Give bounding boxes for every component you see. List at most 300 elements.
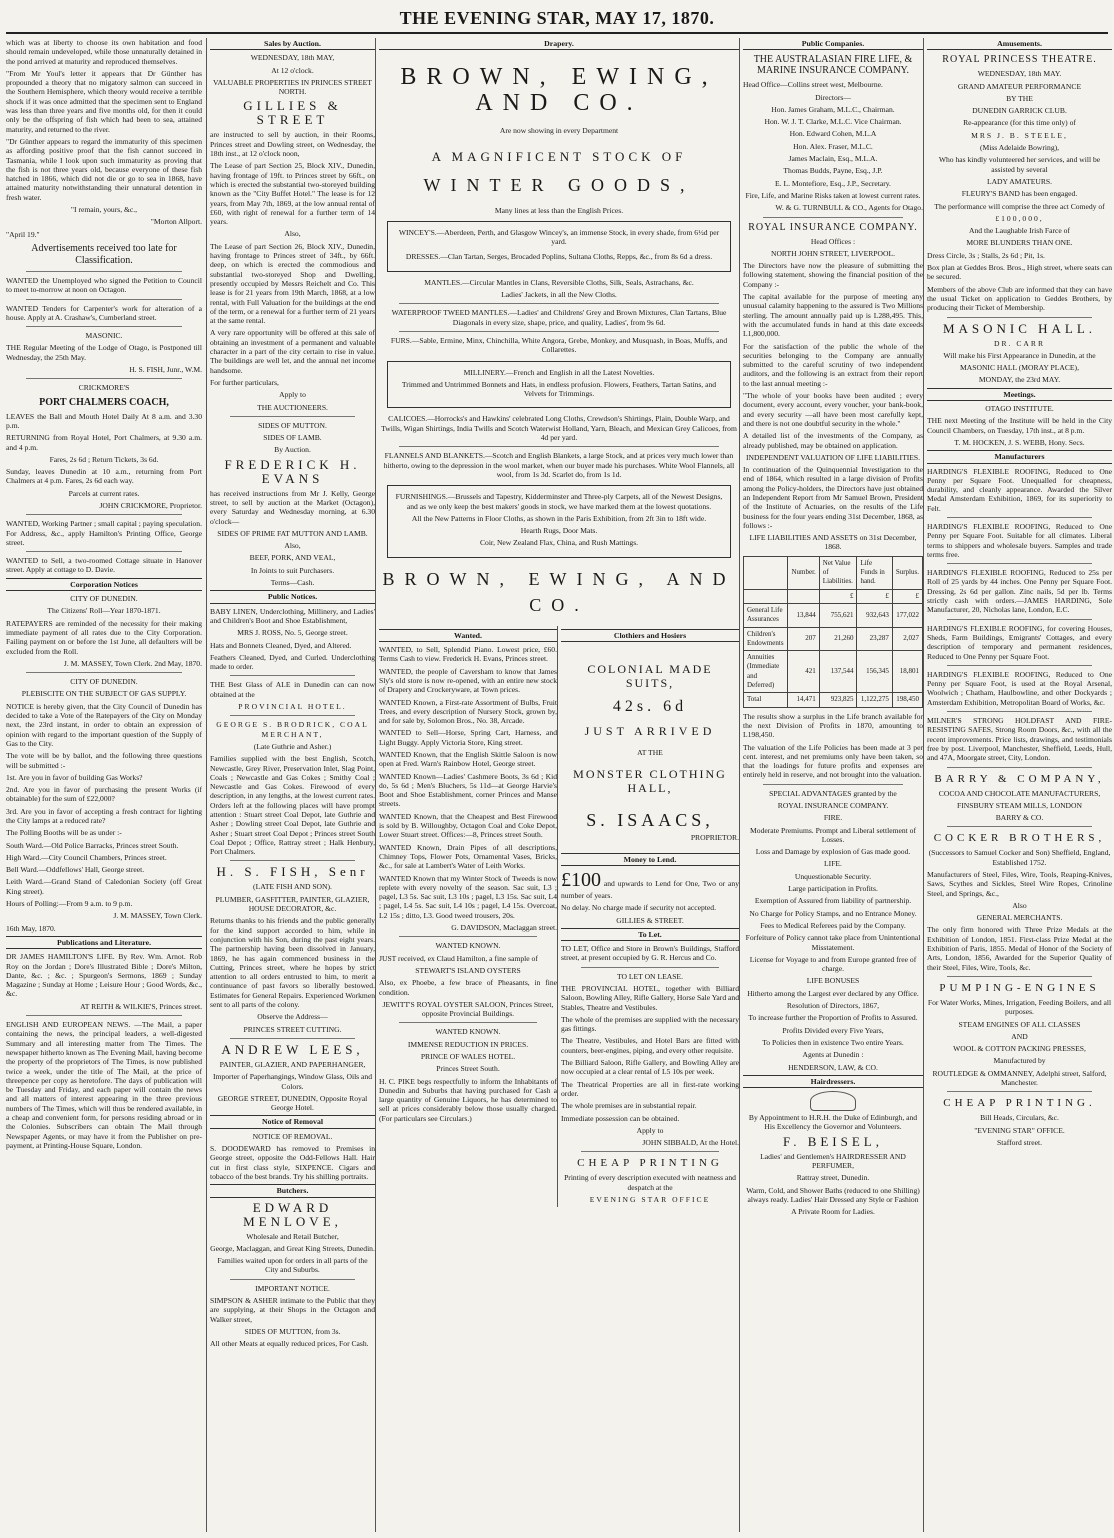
table-cell: 14,471 xyxy=(788,693,819,707)
prince-hotel: PRINCE OF WALES HOTEL. xyxy=(420,1052,516,1061)
pub-ad: DR JAMES HAMILTON'S LIFE. By Rev. Wm. Arnot. Rob Roy on the Jordan ; Dore's Illustrated Bible ; Dore's Milton, Dante, &c. ; &c. ; Spurgeon's Sermons, 1869 ; Sunday Magazine ; Sunday at Home ; Leisure Hour ; Good Words, &c., &c. xyxy=(6,952,202,999)
lease-line: The whole premises are in substantial repair. xyxy=(561,1101,697,1111)
lees-addr: GEORGE STREET, DUNEDIN, Opposite Royal George Hotel. xyxy=(217,1093,368,1113)
beisel-trade: Ladies' and Gentlemen's HAIRDRESSER AND PERFUMER, xyxy=(760,1151,906,1171)
table-header: Life Funds in hand. xyxy=(857,556,892,589)
harding-ad: HARDING'S FLEXIBLE ROOFING, Reduced to 25s per Roll of 25 yards by 44 inches. One Penny per Square Foot. Dressing, 2s 6d per gallon. Zinc nails, 5d per lb. Terms strictly cash with orders.—JAMES HARDING, Sole Manufacturer, 20, Nicholas lane, London, E.C. xyxy=(927,568,1112,615)
wanted-ad: WANTED Known, that the English Skittle Saloon is now open at Fred. Warn's Rainbow Hotel, George street. xyxy=(379,749,557,769)
table-cell: 18,801 xyxy=(892,651,922,693)
section-heading: To Let. xyxy=(561,928,739,941)
table-row xyxy=(744,693,923,707)
bills: Bill Heads, Circulars, &c. xyxy=(980,1113,1059,1123)
special-title: SPECIAL ADVANTAGES granted by the xyxy=(769,788,897,798)
divider xyxy=(230,1038,355,1039)
corp-line: The Polling Booths will be as under :- xyxy=(6,828,122,838)
cocker-general: GENERAL MERCHANTS. xyxy=(976,913,1063,923)
cheap-printing: CHEAP PRINTING. xyxy=(943,1097,1096,1110)
menlove-addr: George, Maclaggan, and Great King Streets, Dunedin. xyxy=(210,1243,375,1253)
table-header-row xyxy=(744,556,923,589)
life-line: License for Voyage to and from Europe granted free of charge. xyxy=(749,954,917,974)
lease-title: TO LET ON LEASE. xyxy=(617,971,683,981)
ross-text: BABY LINEN, Underclothing, Millinery, and Ladies' and Children's Boot and Shoe Establishment, xyxy=(210,606,375,625)
section-heading: Publications and Literature. xyxy=(6,936,202,949)
money-text: and upwards to Lend for One, Two or any number of years. xyxy=(561,878,739,900)
milner-ad: MILNER'S STRONG HOLDFAST AND FIRE-RESISTING SAFES, Strong Room Doors, &c., with all the recent improvements. Price lists, drawings, and testimonials free by post. Liverpool, Manchester, Sheffield, Leeds, Hull, and 47A, Moorgate street, City, London. xyxy=(927,716,1112,763)
masonic-text: THE Regular Meeting of the Lodge of Otago, is Postponed till Wednesday, the 25th May. xyxy=(6,343,202,362)
club: DUNEDIN GARRICK CLUB. xyxy=(972,106,1067,116)
corp-line: High Ward.—City Council Chambers, Princes street. xyxy=(6,852,167,862)
barry-addr: FINSBURY STEAM MILLS, LONDON xyxy=(956,800,1083,810)
carr-date: MONDAY, the 23rd MAY. xyxy=(978,375,1061,385)
bonuses-line: To increase further the Proportion of Profits to Assured. xyxy=(748,1013,918,1023)
corp-line: The vote will be by ballot, and the following three questions will be submitted :- xyxy=(6,751,202,770)
section-heading: Money to Lend. xyxy=(561,853,739,866)
table-unit: £ xyxy=(819,589,857,603)
royal-addr: NORTH JOHN STREET, LIVERPOOL. xyxy=(770,248,896,258)
calicoes: CALICOES.—Horrocks's and Hawkins' celebrated Long Cloths, Crewdson's Shirtings, Plain, Double Warp, and Twills, Wigan Shirtings, India Twills and Scotch Waterwist Holland, Yarn, Bleach, and Mexican Grey Calicoes, from 4d per yard. xyxy=(381,414,737,443)
important-notice: IMPORTANT NOTICE. xyxy=(255,1283,330,1293)
comedy: £100,000, xyxy=(995,213,1044,223)
furs: FURS.—Sable, Ermine, Minx, Chinchilla, White Angora, Grebe, Monkey, and Musquash, in Boas, Muffs, and Collarettes. xyxy=(390,335,728,355)
showing: Are now showing in every Department xyxy=(499,126,619,136)
fish-sub: (LATE FISH AND SON). xyxy=(253,882,332,892)
corp-line: Hours of Polling:—From 9 a.m. to 9 p.m. xyxy=(6,899,133,909)
divider xyxy=(26,271,182,272)
proprietor: PROPRIETOR. xyxy=(690,833,739,843)
wanted-ad: WANTED Known, that the Cheapest and Best Firewood is sold by B. Willoughby, Octagon Coal and Coke Depot, Lower Stuart street. Offices:—8, Princes street South. xyxy=(379,811,557,840)
corp-sub: PLEBISCITE ON THE SUBJECT OF GAS SUPPLY. xyxy=(21,689,187,699)
coach-line: Fares, 2s 6d ; Return Tickets, 3s 6d. xyxy=(49,454,159,464)
routledge: ROUTLEDGE & OMMANNEY, Adelphi street, Salford, Manchester. xyxy=(932,1068,1107,1088)
lamb-title: SIDES OF LAMB. xyxy=(263,433,322,443)
menlove-trade: Wholesale and Retail Butcher, xyxy=(246,1231,339,1241)
institute-sign: T. M. HOCKEN, J. S. WEBB, Hony. Secs. xyxy=(954,437,1085,447)
column-1 xyxy=(6,38,202,1532)
waterproof: WATERPROOF TWEED MANTLES.—Ladies' and Childrens' Grey and Brown Mixtures, Clan Tartans, Blue Diagonals in every size, shape, price, and quality, Ladies', from 9s 6d. xyxy=(391,308,727,327)
royal-title: ROYAL INSURANCE COMPANY. xyxy=(748,221,918,233)
auction-para: For further particulars, xyxy=(210,377,279,387)
tolet-ad: TO LET, Office and Store in Brown's Buildings, Stafford street, at present occupied by G. R. Hercus and Co. xyxy=(561,944,739,963)
masonic-hall: MASONIC HALL. xyxy=(942,320,1097,336)
pumping: PUMPING-ENGINES xyxy=(939,981,1100,994)
aus-director: Hon. Edward Cohen, M.L.A xyxy=(789,129,877,139)
wanted-ad: WANTED Known that my Winter Stock of Tweeds is now replete with every novelty of the season. Sac suit, L3 ; pagel, L3 5s. Sac suit, L3 10s ; pagel, L3 15s. Sac suit, L4 ; pagel, L4 5s. Sac suit, L4 10s ; pagel, L4 15s. Overcoat, L2 15s ; ditto, L3. Good tweed trousers, 20s. xyxy=(379,873,557,920)
ad-wanted: WANTED to Sell, a two-roomed Cottage situate in Hanover street. Apply at cottage to D. Davie. xyxy=(6,556,202,575)
wanted-ad: WANTED, the people of Caversham to know that James Sly's old store is now re-opened, with an entire new stock of Drapery and Crockeryware, at Town prices. xyxy=(379,666,557,695)
bonuses-line: Hitherto among the Largest ever declared by any Office. xyxy=(747,988,919,998)
band: FLEURY'S BAND has been engaged. xyxy=(961,189,1078,199)
oysters-text: JUST received, ex Claud Hamilton, a fine sample of xyxy=(379,953,538,963)
divider xyxy=(26,378,182,379)
floorcloths: All the New Patterns in Floor Cloths, as shown in the Paris Exhibition, from 2ft 3in to 18ft wide. xyxy=(411,513,707,523)
evans-text: has received instructions from Mr J. Kelly, George street, to sell by auction at the Market (Octagon), every Saturday and Wednesday morning, at 6.30 o'clock— xyxy=(210,488,375,526)
divider xyxy=(26,551,182,552)
table-cell: Annuities (Immediate and Deferred) xyxy=(744,651,788,693)
divider xyxy=(947,711,1092,712)
cocker-sub: (Successors to Samuel Cocker and Son) Sheffield, England, Established 1752. xyxy=(928,848,1111,867)
corp-text: RATEPAYERS are reminded of the necessity for their making immediate payment of all rates due to the City Corporation. Failing payment on or before the 1st June, all defaulters will be excluded from the Roll. xyxy=(6,618,202,656)
coach-line: Sunday, leaves Dunedin at 10 a.m., returning from Port Chalmers at 4 p.m. Fares, 2s 6d each way. xyxy=(6,467,202,486)
wanted-ad: WANTED Known—Ladies' Cashmere Boots, 3s 6d ; Kid do, 5s 6d ; Men's Bluchers, 5s 11d—at George Harvie's Boot and Shoe Establishment, corner Princes and Manse streets. xyxy=(379,771,557,809)
furnishings: FURNISHINGS.—Brussels and Tapestry, Kidderminster and Three-ply Carpets, all of the Newest Designs, and as we only keep the best makers' goods in stock, we have marked them at the lowest quotations. xyxy=(395,492,723,511)
furnishings-box xyxy=(387,485,731,557)
divider xyxy=(26,326,182,327)
column-5 xyxy=(923,38,1112,1532)
column-3 xyxy=(375,38,739,1532)
divider xyxy=(399,303,719,304)
beisel-room: A Private Room for Ladies. xyxy=(791,1207,875,1217)
steele-sub: (Miss Adelaide Bowring), xyxy=(979,143,1060,153)
mantles: MANTLES.—Circular Mantles in Clans, Reversible Cloths, Silk, Seals, Astrachans, &c. xyxy=(424,277,694,287)
menlove-text: Families waited upon for orders in all parts of the City and Suburbs. xyxy=(217,1256,368,1275)
reappear: Re-appearance (for this time only) of xyxy=(963,118,1076,128)
monster-hall: MONSTER CLOTHING HALL, xyxy=(573,767,727,796)
table-cell: 2,027 xyxy=(892,627,922,651)
by-the: BY THE xyxy=(1006,93,1033,103)
valuation-title: INDEPENDENT VALUATION OF LIFE LIABILITIES. xyxy=(745,452,920,462)
ross-hats: Hats and Bonnets Cleaned, Dyed, and Altered. xyxy=(210,640,352,650)
corp-line: 2nd. Are you in favor of purchasing the present Works (if obtainable) for the sum of £22,000? xyxy=(6,785,202,804)
auction-firm: GILLIES & STREET xyxy=(243,98,342,128)
corp-title: CITY OF DUNEDIN. xyxy=(70,594,138,604)
table-row xyxy=(744,627,923,651)
table-unit: £ xyxy=(857,589,892,603)
winceys: WINCEY'S.—Aberdeen, Perth, and Glasgow Wincey's, an immense Stock, in every shade, from 6½d per yard. xyxy=(398,227,720,247)
table-cell: 932,643 xyxy=(857,603,892,627)
divider xyxy=(947,317,1092,318)
cocker-text: Manufacturers of Steel, Files, Wire, Tools, Reaping-Knives, Saws, Scythes and Sickles, Steel Wire Ropes, Crinoline Steel, and Springs, &c., xyxy=(927,870,1112,898)
table-cell: 755,621 xyxy=(819,603,857,627)
oysters-saloon: JEWITT'S ROYAL OYSTER SALOON, Princes Street, opposite Provincial Buildings. xyxy=(382,999,554,1019)
lease-apply: Apply to xyxy=(636,1125,664,1135)
steam: STEAM ENGINES OF ALL CLASSES xyxy=(958,1019,1081,1029)
stafford: Stafford street. xyxy=(997,1137,1042,1147)
aus-director: Hon. W. J. T. Clarke, M.L.C. Vice Chairman. xyxy=(764,117,902,127)
carr-hall: MASONIC HALL (MORAY PLACE), xyxy=(960,363,1079,373)
bonuses-head: LIFE BONUSES xyxy=(806,976,860,986)
cocker-name: COCKER BROTHERS, xyxy=(933,832,1106,845)
special-company: ROYAL INSURANCE COMPANY. xyxy=(777,801,889,810)
section-heading: Corporation Notices xyxy=(6,578,202,591)
money-amount: £100 xyxy=(561,868,601,891)
aus-risks: Fire, Life, and Marine Risks taken at lowest current rates. xyxy=(745,190,921,200)
divider xyxy=(947,563,1092,564)
wanted-sign: G. DAVIDSON, Maclaggan street. xyxy=(451,923,557,933)
mattings: Coir, New Zealand Flax, China, and Rush Mattings. xyxy=(479,538,639,548)
divider xyxy=(399,446,719,447)
agents: Agents at Dunedin : xyxy=(802,1050,864,1060)
beisel-name: F. BEISEL, xyxy=(783,1133,883,1149)
wanted-known: WANTED KNOWN. xyxy=(435,1027,501,1037)
coach-line: Parcels at current rates. xyxy=(68,488,140,498)
barry-sign: BARRY & CO. xyxy=(995,813,1044,823)
reduction: IMMENSE REDUCTION IN PRICES. xyxy=(407,1039,529,1049)
corp-line: South Ward.—Old Police Barracks, Princes street South. xyxy=(6,840,179,850)
aus-director: E. L. Montefiore, Esq., J.P., Secretary. xyxy=(775,178,891,188)
divider xyxy=(947,619,1092,620)
beisel-addr: Rattray street, Dunedin. xyxy=(796,1173,870,1183)
cheap-title: CHEAP PRINTING xyxy=(577,1157,723,1170)
royal-para: "The whole of your books have been audited ; every document, every account, every voucher, your bank-book, and every security —all have been most carefully kept, and there is not one doubtful security in the whole." xyxy=(743,391,923,428)
lees-trade: PAINTER, GLAZIER, AND PAPERHANGER, xyxy=(219,1059,366,1069)
auction-para: The Lease of part Section 26, Block XIV., Dunedin, having frontage to Princes street of 34ft., by 66ft. deep, on which is erected the commodious and substantial two-storeyed Shop and Dwelling, presently occupied by Messrs Reichelt and Co. This lease is for 21 years from 19th March, 1868, at a low rental, with Full Valuation for the buildings at the end of the term, or a renewal for a further term of 21 years at the same rental. xyxy=(210,241,375,326)
royal-offices: Head Offices : xyxy=(810,236,856,246)
table-cell: 177,022 xyxy=(892,603,922,627)
evans-name: FREDERICK H. EVANS xyxy=(224,456,361,486)
dr-carr: DR. CARR xyxy=(993,338,1046,348)
institute: OTAGO INSTITUTE. xyxy=(985,404,1054,414)
divider xyxy=(947,665,1092,666)
divider xyxy=(230,715,355,716)
prices: Many lines at less than the English Prices. xyxy=(494,205,624,215)
royal-para: The Directors have now the pleasure of submitting the following statement, showing the financial position of the Company :- xyxy=(743,261,923,289)
cheap-text: Printing of every description executed with neatness and despatch at the xyxy=(564,1173,736,1192)
divider xyxy=(230,860,355,861)
letter-para: which was at liberty to choose its own habitation and food should remain undeveloped, while those unnaturally detained in the pond arrived at maturity and reproduced themselves. xyxy=(6,38,202,66)
fish-name: H. S. FISH, Senr xyxy=(216,864,369,880)
life-line: No Charge for Policy Stamps, and no Entrance Money. xyxy=(749,908,917,918)
fish-trade: PLUMBER, GASFITTER, PAINTER, GLAZIER, HOUSE DECORATOR, &c. xyxy=(215,894,370,914)
table-cell: 156,345 xyxy=(857,651,892,693)
divider xyxy=(947,767,1092,768)
theatre-line: Box plan at Geddes Bros. Bros., High street, where seats can be secured. xyxy=(927,263,1112,282)
lease-line: The Theatre, Vestibules, and Hotel Bars are fitted with counters, beer-engines, piping, and every other requisite. xyxy=(561,1036,739,1055)
divider xyxy=(947,517,1092,518)
brodrick-name: GEORGE S. BRODRICK, COAL MERCHANT, xyxy=(216,720,369,739)
lease-line: The Billiard Saloon, Rifle Gallery, and Bowling Alley are now occupied at a clear rental of L5 10s per week. xyxy=(561,1058,739,1077)
millinery: MILLINERY.—French and English in all the Latest Novelties. xyxy=(463,367,655,377)
corp-sign: J. M. MASSEY, Town Clerk. xyxy=(113,911,202,921)
fire-text: Moderate Premiums. Prompt and Liberal settlement of Losses. xyxy=(750,825,916,844)
auction-para: Also, xyxy=(284,229,301,239)
winceys-box xyxy=(387,221,731,272)
divider xyxy=(26,1015,182,1016)
oysters-title: STEWART'S ISLAND OYSTERS xyxy=(415,965,521,975)
section-heading: Manufacturers xyxy=(927,450,1112,463)
table-cell: 923,825 xyxy=(819,693,857,707)
simpson-title: SIDES OF MUTTON, from 3s. xyxy=(244,1326,341,1336)
ale-text: THE Best Glass of ALE in Dunedin can can now obtained at the xyxy=(210,680,375,699)
evans-joints: In Joints to suit Purchasers. xyxy=(250,565,335,575)
wanted-ad: WANTED Known, a First-rate Assortment of Bulbs, Fruit Trees, and every description of Nursery Stock, grown by, and for sale by, Solomon Bros., No. 38, Arcade. xyxy=(379,697,557,726)
table-header: Net Value of Liabilities. xyxy=(819,556,857,589)
brodrick-text: Families supplied with the best English, Scotch, Newcastle, Grey River, Preservation Inlet, Slag Point, Coals ; Newcastle and Gas Cokes ; Smithy Coal ; Newcastle and Gas Cokes. Firewood of every description, in any lengths, at the lowest current rates. Orders left at the following places will have prompt attention : Stuart street Coal Depot, late Guthrie and Asher ; Dowling street Coal Depot, late Guthrie and Asher ; Stuart street Coal Depot ; Princes street South Coal Depot ; Office, Rattray street ; Halk Henbury, Port Chalmers. xyxy=(210,754,375,857)
oysters-more: Also, ex Phoebe, a few brace of Pheasants, in fine condition. xyxy=(379,978,557,997)
section-heading: Notice of Removal xyxy=(210,1115,375,1128)
mutton-title: SIDES OF MUTTON. xyxy=(258,420,327,430)
life-line: Exemption of Assured from liability of partnership. xyxy=(754,896,912,906)
section-heading: Hairdressers. xyxy=(743,1075,923,1088)
fish-text: Returns thanks to his friends and the public generally for the kind support accorded to him, while in conjunction with his Son, during the past eight years. The partnership having been dissolved in January, 1869, he has again commenced business in the Cutting, Princes street, where he hopes by strict attention to all orders entrusted to him, to merit a continuance of past favors so liberally bestowed. Estimates for General Repairs. Experienced Workmen sent to all parts of the colony. xyxy=(210,916,375,1010)
section-heading: Public Notices. xyxy=(210,590,375,603)
table-unit-row xyxy=(744,589,923,603)
cocker-medal: The only firm honored with Three Prize Medals at the Exhibition of London, 1851. First-class Prize Medal at the Exhibition of Paris, 1855. Medal of Honor of the Society of Arts, London, 1856, Awarded for the Superior Quality of their Steel, Files, Wire, Tools, &c. xyxy=(927,925,1112,972)
corp-sign: J. M. MASSEY, Town Clerk. 2nd May, 1870. xyxy=(63,658,202,668)
appointment: By Appointment to H.R.H. the Duke of Edinburgh, and His Excellency the Governor and Volunteers. xyxy=(748,1113,918,1132)
divider xyxy=(26,299,182,300)
aus-director: Hon. James Graham, M.L.C., Chairman. xyxy=(771,104,895,114)
menlove-name: EDWARD MENLOVE, xyxy=(243,1199,342,1229)
pike-text: H. C. PIKE begs respectfully to inform the Inhabitants of Dunedin and Suburbs that having purchased for Cash a large quantity of Genuine Liquors, he has determined to sell at prices considerably below those usually charged. (For particulars see Circulars.) xyxy=(379,1076,557,1123)
institute-text: THE next Meeting of the Institute will be held in the City Council Chambers, on Tuesday, 17th inst., at 8 p.m. xyxy=(927,416,1112,435)
star-office: "EVENING STAR" OFFICE. xyxy=(974,1125,1065,1135)
ross-addr: MRS J. ROSS, No. 5, George street. xyxy=(237,628,348,638)
life-line: Fees to Medical Referees paid by the Company. xyxy=(760,920,906,930)
wanted-column xyxy=(379,626,557,1208)
aus-directors-head: Directors— xyxy=(815,92,851,102)
money-sign: GILLIES & STREET. xyxy=(616,915,684,925)
cocker-also: Also xyxy=(1012,900,1027,910)
carr-text: Will make his First Appearance in Dunedin, at the xyxy=(943,350,1096,360)
farce-title: MORE BLUNDERS THAN ONE. xyxy=(966,238,1073,248)
table-cell: 13,844 xyxy=(788,603,819,627)
masthead-rule xyxy=(6,32,1108,34)
removal-text: S. DOODEWARD has removed to Premises in George street, opposite the Odd-Fellows Hall. Hair cut in first class style, SIXPENCE. Cigars and tobacco of the best brands. Try his shilling portraits. xyxy=(210,1144,375,1181)
lease-line: The whole of the premises are supplied with the necessary gas fittings. xyxy=(561,1014,739,1034)
harding-ad: HARDING'S FLEXIBLE ROOFING, Reduced to One Penny per Square Foot. Unequalled for cheapness, durability, and cleanly appearance. Awarded the Silver Medal Amsterdam Exhibition, 1869, for its superiority to Felt. xyxy=(927,466,1112,513)
valuation-text: In continuation of the Quinquennial Investigation to the end of 1864, which resulted in a large division of Profits among the Policy-holders, the Directors have just obtained an Independent Report from Mr Samuel Brown, President of the Institute of Actuaries, on the results of the Life business for the four years ending 31st December, 1868, as follows :- xyxy=(743,465,923,530)
at-the: AT THE xyxy=(637,748,663,758)
corp-line: 3rd. Are you in favor of accepting a fresh contract for lighting the City lamps at a reduced rate? xyxy=(6,806,202,825)
dresses: DRESSES.—Clan Tartan, Serges, Brocaded Poplins, Sultana Cloths, Repps, &c., from 8s 6d a dress. xyxy=(405,252,713,262)
fire-gas: Loss and Damage by explosion of Gas made good. xyxy=(755,847,911,857)
theatre: ROYAL PRINCESS THEATRE. xyxy=(942,54,1097,66)
table-row xyxy=(744,651,923,693)
section-heading: Clothiers and Hosiers xyxy=(561,629,739,642)
table-cell: 23,287 xyxy=(857,627,892,651)
masonic-title: MASONIC. xyxy=(85,331,123,341)
prince-addr: Princes Street South. xyxy=(436,1064,500,1074)
flannels: FLANNELS AND BLANKETS.—Scotch and English Blankets, a large Stock, and at prices very much lower than hitherto, owing to the depression in the wool market, when our buyer made his purchases. White Wool Flannels, all wool, from 1s 3d. Scarlet do, from 1s 1d. xyxy=(383,451,735,479)
money-delay: No delay. No charge made if security not accepted. xyxy=(561,903,716,913)
and: AND xyxy=(1011,1031,1028,1041)
column-4 xyxy=(739,38,923,1532)
bonuses-line: Profits Divided every Five Years, xyxy=(782,1025,884,1035)
fish-addr-note: Observe the Address— xyxy=(257,1012,328,1022)
corp-line: 1st. Are you in favor of building Gas Works? xyxy=(6,772,143,782)
late-ads-heading: Advertisements received too late for Classification. xyxy=(31,242,177,266)
table-row xyxy=(744,603,923,627)
farce: And the Laughable Irish Farce of xyxy=(968,226,1070,236)
masthead: THE EVENING STAR, MAY 17, 1870. xyxy=(399,8,715,28)
corp-line: Bell Ward.—Oddfellows' Hall, George street. xyxy=(6,865,145,875)
aus-director: Thomas Budds, Payne, Esq., J.P. xyxy=(783,166,883,176)
life-head: LIFE. xyxy=(824,859,842,869)
auction-para: are instructed to sell by auction, in their Rooms, Princes street and Dowling street, on Wednesday, the 18th inst., at 12 o'clock noon, xyxy=(210,130,375,159)
auction-title: VALUABLE PROPERTIES IN PRINCES STREET NORTH. xyxy=(213,77,372,97)
aus-title: THE AUSTRALASIAN FIRE LIFE, & MARINE INSURANCE COMPANY. xyxy=(753,54,913,77)
masonic-sign: H. S. FISH, Junr., W.M. xyxy=(129,365,202,375)
barry-name: BARRY & COMPANY, xyxy=(934,772,1105,785)
divider xyxy=(763,784,903,785)
corp-line: Leith Ward.—Grand Stand of Caledonian Society (off Great King street). xyxy=(6,877,202,896)
divider xyxy=(581,967,719,968)
pub-ad: ENGLISH AND EUROPEAN NEWS. —The Mail, a paper containing the news, the principal leaders, a well-digested Summary and all interesting matter from The Times. The newspaper hitherto known as The Evening Mail, having become the property of the proprietors of The Times, is now published twice a week, under the title of The Mail, at the price of threepence per copy as heretofore. The days of publication will be Tuesday and Friday, and each paper will contain the news and all matters of interest appearing in the three previous numbers of The Times, which will thus be rendered available, in a cheap and convenient form, for persons residing abroad or in the Colonies. Subscribers can obtain The Mail through Newspaper Agents, or may have it from the Publisher on pre-payment, at Printing-House Square, London. xyxy=(6,1020,202,1150)
performance: GRAND AMATEUR PERFORMANCE xyxy=(957,81,1082,91)
wanted-ad: WANTED, to Sell, Splendid Piano. Lowest price, £60. Terms Cash to view. Frederick H. Evans, Princes street. xyxy=(379,645,557,664)
table-cell: 421 xyxy=(788,651,819,693)
letter-para: "Dr Günther appears to regard the immaturity of this specimen as affording positive proof that the fish cannot succeed in Tasmania, while I look upon such immaturity as proving that the fish is not three years old, because everyone of these fish hatched in 1866, which did not die or go to sea in 1868, have attained maturity notwithstanding their unnatural detention in fresh water. xyxy=(6,136,202,202)
divider xyxy=(230,1279,355,1280)
beisel-text: Warm, Cold, and Shower Baths (reduced to one Shilling) always ready. Ladies' Hair Dressed any Style or Fashion xyxy=(746,1185,920,1204)
lees-name: ANDREW LEES, xyxy=(221,1041,364,1057)
royal-crest-icon xyxy=(810,1091,856,1111)
divider xyxy=(763,217,903,218)
aus-office: Head Office—Collins street west, Melbourne. xyxy=(743,80,883,90)
fire-head: FIRE. xyxy=(823,813,843,823)
evans-beef: BEEF, PORK, AND VEAL, xyxy=(249,553,336,563)
divider xyxy=(947,826,1092,827)
lease-sign: JOHN SIBBALD, At the Hotel. xyxy=(642,1138,739,1148)
royal-para: A detailed list of the investments of the Company, as already published, may be obtained on application. xyxy=(743,431,923,450)
table-cell: 1,122,275 xyxy=(857,693,892,707)
corp-title: CITY OF DUNEDIN. xyxy=(70,677,138,687)
agents-name: HENDERSON, LAW, & CO. xyxy=(788,1062,878,1072)
evans-also: Also, xyxy=(284,541,301,551)
clothiers-column xyxy=(557,626,739,1208)
lease-line: Immediate possession can be obtained. xyxy=(561,1113,680,1123)
coach-sign: JOHN CRICKMORE, Proprietor. xyxy=(99,500,202,510)
divider xyxy=(581,1151,719,1152)
oysters-head: WANTED KNOWN. xyxy=(435,941,501,951)
corp-line: NOTICE is hereby given, that the City Council of Dunedin has decided to take a Vote of the Ratepayers of the City on Monday next, the 23rd instant, in order to obtain an expression of opinion with regard to the important question of the Supply of Gas to the City. xyxy=(6,701,202,748)
bonuses-line: Resolution of Directors, 1867, xyxy=(786,1001,880,1011)
life-line: Forfeiture of Policy cannot take place from Unintentional Misstatement. xyxy=(745,933,921,952)
packing: WOOL & COTTON PACKING PRESSES, xyxy=(953,1044,1086,1054)
suits-price: 42s. 6d xyxy=(612,698,688,716)
ale-hotel: PROVINCIAL HOTEL. xyxy=(238,702,347,712)
table-title: LIFE LIABILITIES AND ASSETS on 31st December, 1868. xyxy=(749,533,917,552)
divider xyxy=(26,514,182,515)
table-header: Surplus. xyxy=(892,556,922,589)
aus-sign: W. & G. TURNBULL & CO., Agents for Otago. xyxy=(775,203,923,213)
simpson-tail: All other Meats at equally reduced prices, For Cash. xyxy=(210,1339,369,1349)
brodrick-sub: (Late Guthrie and Asher.) xyxy=(253,741,332,751)
auction-para: A very rare opportunity will be offered at this sale of obtaining an investment of a permanent and valuable character in a part of the city certain to rise in value. The buildings are well let, and the annual net income handsome. xyxy=(210,328,375,375)
wanted-ad: WANTED to Sell—Horse, Spring Cart, Harness, and Light Buggy. Apply Victoria Store, King street. xyxy=(379,728,557,747)
auction-sign: Apply to xyxy=(279,390,306,400)
divider xyxy=(230,675,355,676)
coach-line: RETURNING from Royal Hotel, Port Chalmers, at 9.30 a.m. and 4 p.m. xyxy=(6,433,202,452)
life-line: Large participation in Profits. xyxy=(788,884,878,894)
just-arrived: JUST ARRIVED xyxy=(584,724,716,739)
divider xyxy=(947,1091,1092,1092)
millinery-sub: Trimmed and Untrimmed Bonnets and Hats, in endless profusion. Flowers, Feathers, Tartan Satins, and Velvets for Trimmings. xyxy=(401,379,717,399)
divider xyxy=(399,936,537,937)
lees-text: Importer of Paperhangings, Window Glass, Oils and Colors. xyxy=(213,1072,372,1091)
auction-para: The Lease of part Section 25, Block XIV., Dunedin, having frontage of 19ft. to Princes street by 66ft., on which is erected the substantial two-storeyed building known as the "City Buffet Hotel." The lease is for 12 years, from May 7th, 1869, at the low annual rental of £60, with right of renewal for a further term of 14 years. xyxy=(210,161,375,227)
firm-footer: BROWN, EWING, AND CO. xyxy=(382,568,736,615)
lease-line: The Theatrical Properties are all in first-rate working order. xyxy=(561,1079,739,1098)
table-cell: 207 xyxy=(788,627,819,651)
divider xyxy=(230,416,355,417)
letter-sign: "Morton Allport. xyxy=(150,217,202,227)
amateurs: LADY AMATEURS. xyxy=(986,176,1053,186)
simpson-text: SIMPSON & ASHER intimate to the Public that they are supplying, at their Shops in the Octagon and Walker street, xyxy=(210,1295,375,1324)
results-para: The results show a surplus in the Life branch available for the next Division of Profits in 1870, amounting to L198,450. xyxy=(743,711,923,740)
section-heading: Amusements. xyxy=(927,38,1112,50)
corp-date: 16th May, 1870. xyxy=(6,923,56,933)
royal-para: The capital available for the purpose of meeting any unusual calamity happening to the assured is Two Millions sterling. The amount annually paid up is L288,495. This, with the accumulated funds in hand at this date exceeds L1,800,000. xyxy=(743,292,923,339)
money-ad xyxy=(561,869,739,900)
column-2 xyxy=(206,38,375,1532)
theatre-line: Members of the above Club are informed that they can have the usual Ticket on application to Geddes Brothers, by producing their Ticket of Membership. xyxy=(927,284,1112,313)
rugs: Hearth Rugs, Door Mats. xyxy=(520,526,598,536)
auction-sign: THE AUCTIONEERS. xyxy=(257,402,328,412)
letter-close: "I remain, yours, &c., xyxy=(70,205,138,215)
ross-feathers: Feathers Cleaned, Dyed, and Curled. Underclothing made to order. xyxy=(210,652,375,672)
firm-banner: BROWN, EWING, AND CO. xyxy=(400,64,718,117)
